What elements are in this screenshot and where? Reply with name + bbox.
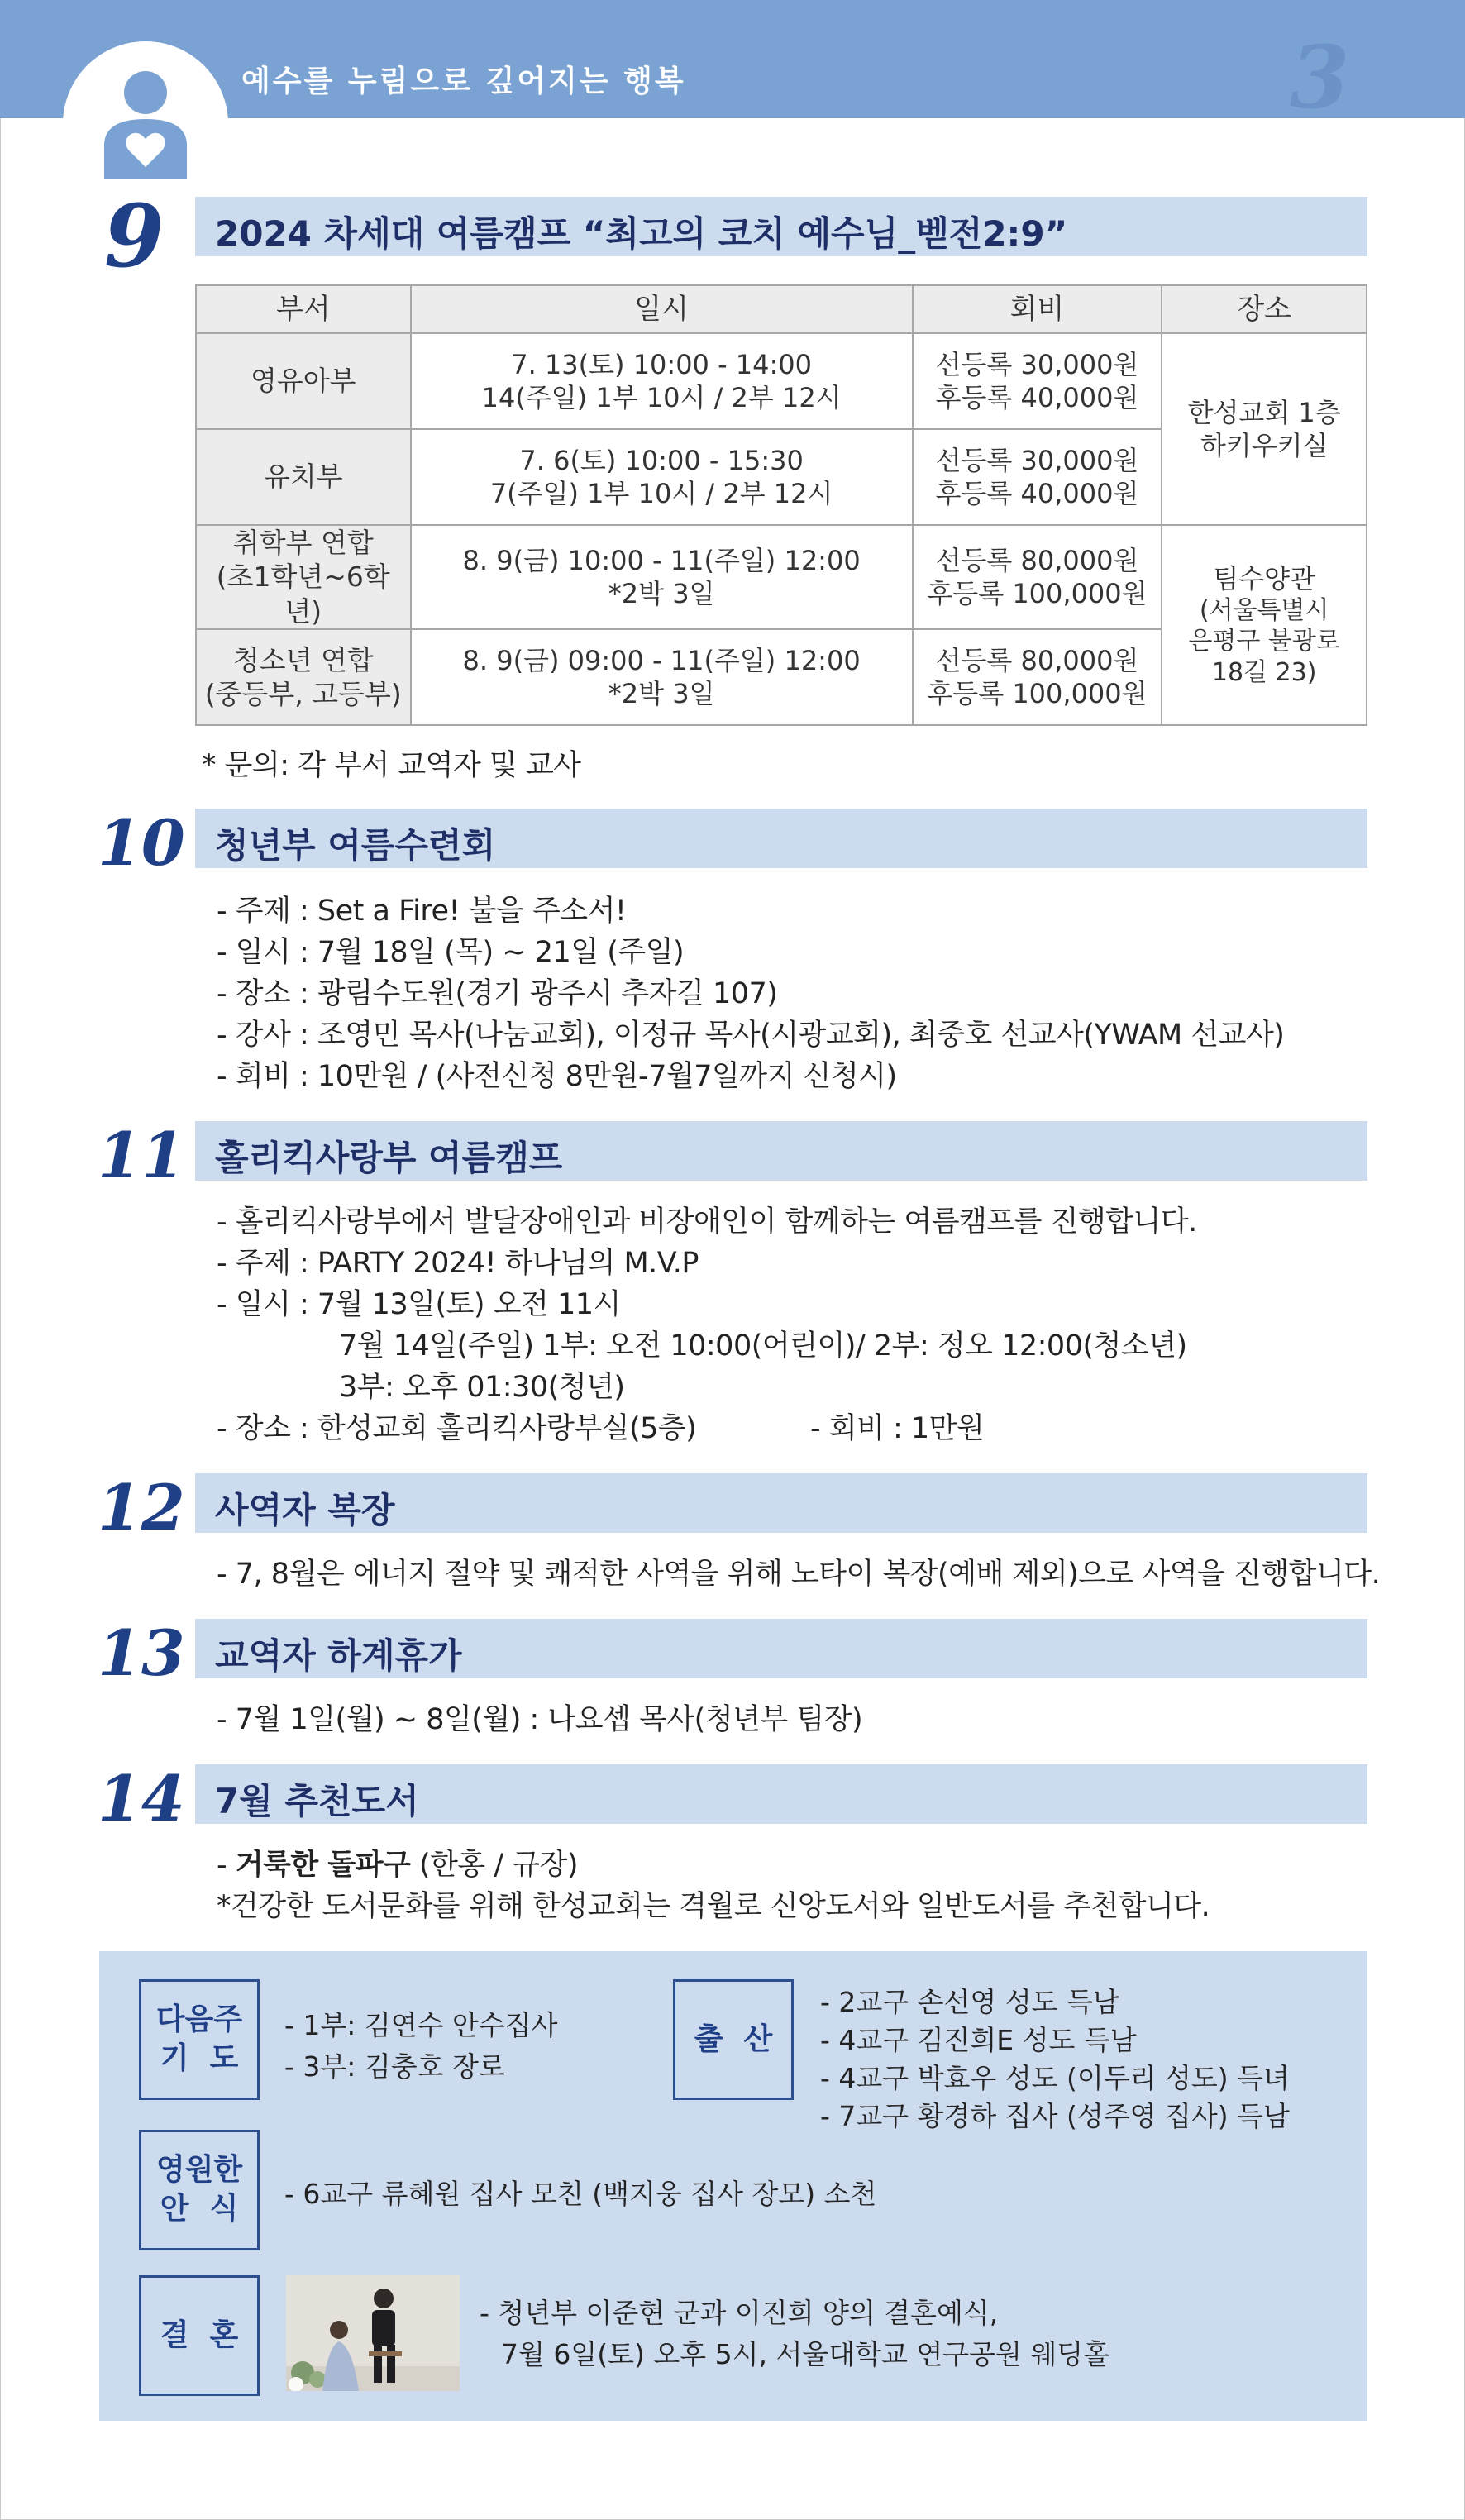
- book-title: 거룩한 돌파구: [235, 1849, 411, 1882]
- table-header-cell: 회비: [913, 285, 1162, 333]
- page-number: 3: [1290, 26, 1350, 128]
- book-culture-note: *건강한 도서문화를 위해 한성교회는 격월로 신앙도서와 일반도서를 추천합니다.: [217, 1890, 1210, 1923]
- camp-fee: - 회비 : 1만원: [810, 1412, 985, 1445]
- section-title-14: 7월 추천도서: [215, 1781, 419, 1821]
- date-cell: [411, 629, 913, 725]
- fee-line: 후등록 40,000원: [935, 478, 1139, 509]
- place-line: 팀수양관: [1213, 562, 1315, 594]
- camp-place: - 장소 : 한성교회 홀리킥사랑부실(5층): [217, 1412, 697, 1445]
- section-title-10: 청년부 여름수련회: [215, 825, 496, 866]
- section-number-10: 10: [98, 806, 185, 880]
- place-line: 은평구 불광로: [1188, 627, 1340, 656]
- vacation-note: - 7월 1일(월) ~ 8일(월) : 나요셉 목사(청년부 팀장): [217, 1703, 863, 1736]
- wedding-label-text: 결 혼: [160, 2317, 239, 2352]
- section-bar-9: [195, 197, 1367, 256]
- retreat-theme: - 주제 : Set a Fire! 불을 주소서!: [217, 895, 627, 928]
- dept-cell: 유치부: [196, 429, 411, 525]
- camp-intro: - 홀리킥사랑부에서 발달장애인과 비장애인이 함께하는 여름캠프를 진행합니다.: [217, 1205, 1197, 1239]
- dept-line: 청소년 연합: [232, 643, 374, 676]
- date-line: *2박 3일: [608, 577, 715, 609]
- section-title-12: 사역자 복장: [215, 1490, 395, 1530]
- table-header-cell: 일시: [411, 285, 913, 333]
- retreat-place: - 장소 : 광림수도원(경기 광주시 추자길 107): [217, 977, 778, 1010]
- wedding-label: [139, 2275, 260, 2396]
- place-cell: [1162, 525, 1367, 725]
- table-header-cell: 장소: [1162, 285, 1367, 333]
- place-line: 한성교회 1층: [1187, 397, 1341, 428]
- rest-label: [139, 2130, 260, 2250]
- birth-label-text: 출 산: [694, 2021, 773, 2056]
- rest-label-line: 안 식: [160, 2192, 239, 2226]
- birth-line: - 7교구 황경하 집사 (성주영 집사) 득남: [820, 2100, 1290, 2132]
- camp-table: [195, 284, 1367, 726]
- wedding-couple-image: [286, 2275, 460, 2391]
- birth-line: - 4교구 박효우 성도 (이두리 성도) 득녀: [820, 2062, 1290, 2094]
- birth-label: [673, 1979, 794, 2100]
- place-line: 하키우키실: [1200, 430, 1329, 461]
- birth-line: - 4교구 김진희E 성도 득남: [820, 2024, 1137, 2056]
- date-line: *2박 3일: [608, 677, 715, 709]
- fee-line: 선등록 30,000원: [935, 349, 1139, 380]
- wedding-line: - 청년부 이준현 군과 이진희 양의 결혼예식,: [480, 2297, 999, 2329]
- place-line: 18길 23): [1211, 657, 1317, 687]
- section-bar-13: [195, 1619, 1367, 1678]
- section-number-14: 14: [98, 1762, 185, 1835]
- prayer-label-line: 기 도: [160, 2041, 239, 2075]
- rest-label-line: 영원한: [155, 2153, 243, 2188]
- rest-line: - 6교구 류혜원 집사 모친 (백지웅 집사 장모) 소천: [284, 2178, 877, 2210]
- camp-date-2: 7월 14일(주일) 1부: 오전 10:00(어린이)/ 2부: 정오 12:00(청소년): [339, 1329, 1187, 1363]
- dept-line: (중등부, 고등부): [204, 677, 402, 710]
- prayer-label-line: 다음주: [155, 2002, 243, 2037]
- place-line: (서울특별시: [1199, 595, 1329, 625]
- date-line: 14(주일) 1부 10시 / 2부 12시: [481, 382, 842, 413]
- fee-line: 선등록 30,000원: [935, 445, 1139, 476]
- section-number-12: 12: [98, 1471, 185, 1544]
- retreat-fee: - 회비 : 10만원 / (사전신청 8만원-7월7일까지 신청시): [217, 1060, 897, 1093]
- dept-cell: [196, 525, 411, 629]
- dept-line: (초1학년~6학년): [216, 561, 390, 628]
- camp-theme: - 주제 : PARTY 2024! 하나님의 M.V.P: [217, 1247, 699, 1280]
- camp-date-3: 3부: 오후 01:30(청년): [339, 1371, 625, 1404]
- fee-cell: [913, 429, 1162, 525]
- fee-cell: [913, 629, 1162, 725]
- date-line: 8. 9(금) 10:00 - 11(주일) 12:00: [462, 544, 861, 576]
- fee-cell: [913, 525, 1162, 629]
- table-row: [196, 333, 1367, 429]
- book-author: (한홍 / 규장): [410, 1849, 579, 1882]
- retreat-speakers: - 강사 : 조영민 목사(나눔교회), 이정규 목사(시광교회), 최중호 선교사(YWAM 선교사): [217, 1019, 1285, 1052]
- dept-line: 취학부 연합: [232, 527, 374, 559]
- date-line: 7. 6(토) 10:00 - 15:30: [519, 445, 804, 476]
- inquiry-note: * 문의: 각 부서 교역자 및 교사: [202, 749, 581, 782]
- wedding-line: 7월 6일(토) 오후 5시, 서울대학교 연구공원 웨딩홀: [501, 2338, 1109, 2370]
- date-line: 7. 13(토) 10:00 - 14:00: [511, 349, 813, 380]
- fee-line: 후등록 100,000원: [927, 677, 1148, 709]
- camp-date: - 일시 : 7월 13일(토) 오전 11시: [217, 1288, 621, 1321]
- section-title-13: 교역자 하계휴가: [215, 1635, 462, 1676]
- retreat-date: - 일시 : 7월 18일 (목) ~ 21일 (주일): [217, 936, 685, 969]
- prayer-line: - 3부: 김충호 장로: [284, 2050, 505, 2083]
- section-number-13: 13: [98, 1616, 185, 1690]
- table-row: [196, 525, 1367, 629]
- section-bar-14: [195, 1764, 1367, 1824]
- book-prefix: -: [217, 1849, 236, 1882]
- section-bar-10: [195, 809, 1367, 868]
- fee-line: 후등록 100,000원: [927, 577, 1148, 609]
- section-bar-12: [195, 1473, 1367, 1533]
- section-number-11: 11: [98, 1119, 185, 1192]
- recommended-book: [217, 1842, 578, 1883]
- dept-cell: 영유아부: [196, 333, 411, 429]
- dept-cell: [196, 629, 411, 725]
- date-line: 8. 9(금) 09:00 - 11(주일) 12:00: [462, 644, 861, 676]
- wedding-photo: [286, 2275, 460, 2391]
- date-cell: [411, 525, 913, 629]
- date-cell: [411, 429, 913, 525]
- prayer-label: [139, 1979, 260, 2100]
- section-number-9: 9: [104, 185, 165, 287]
- section-title-9: 2024 차세대 여름캠프 “최고의 코치 예수님_벧전2:9”: [215, 213, 1068, 254]
- section-title-11: 홀리킥사랑부 여름캠프: [215, 1138, 563, 1178]
- fee-line: 선등록 80,000원: [935, 544, 1139, 576]
- date-line: 7(주일) 1부 10시 / 2부 12시: [489, 478, 833, 509]
- table-header-cell: 부서: [196, 285, 411, 333]
- fee-line: 선등록 80,000원: [935, 644, 1139, 676]
- prayer-line: - 1부: 김연수 안수집사: [284, 2009, 558, 2041]
- fee-line: 후등록 40,000원: [935, 382, 1139, 413]
- birth-line: - 2교구 손선영 성도 득남: [820, 1986, 1119, 2018]
- section-bar-11: [195, 1121, 1367, 1181]
- fee-cell: [913, 333, 1162, 429]
- person-heart-icon: [103, 69, 188, 179]
- table-header-row: [196, 285, 1367, 333]
- dress-code-note: - 7, 8월은 에너지 절약 및 쾌적한 사역을 위해 노타이 복장(예배 제외)으로 사역을 진행합니다.: [217, 1558, 1381, 1591]
- header-title: 예수를 누림으로 깊어지는 행복: [241, 64, 686, 98]
- date-cell: [411, 333, 913, 429]
- place-cell: [1162, 333, 1367, 525]
